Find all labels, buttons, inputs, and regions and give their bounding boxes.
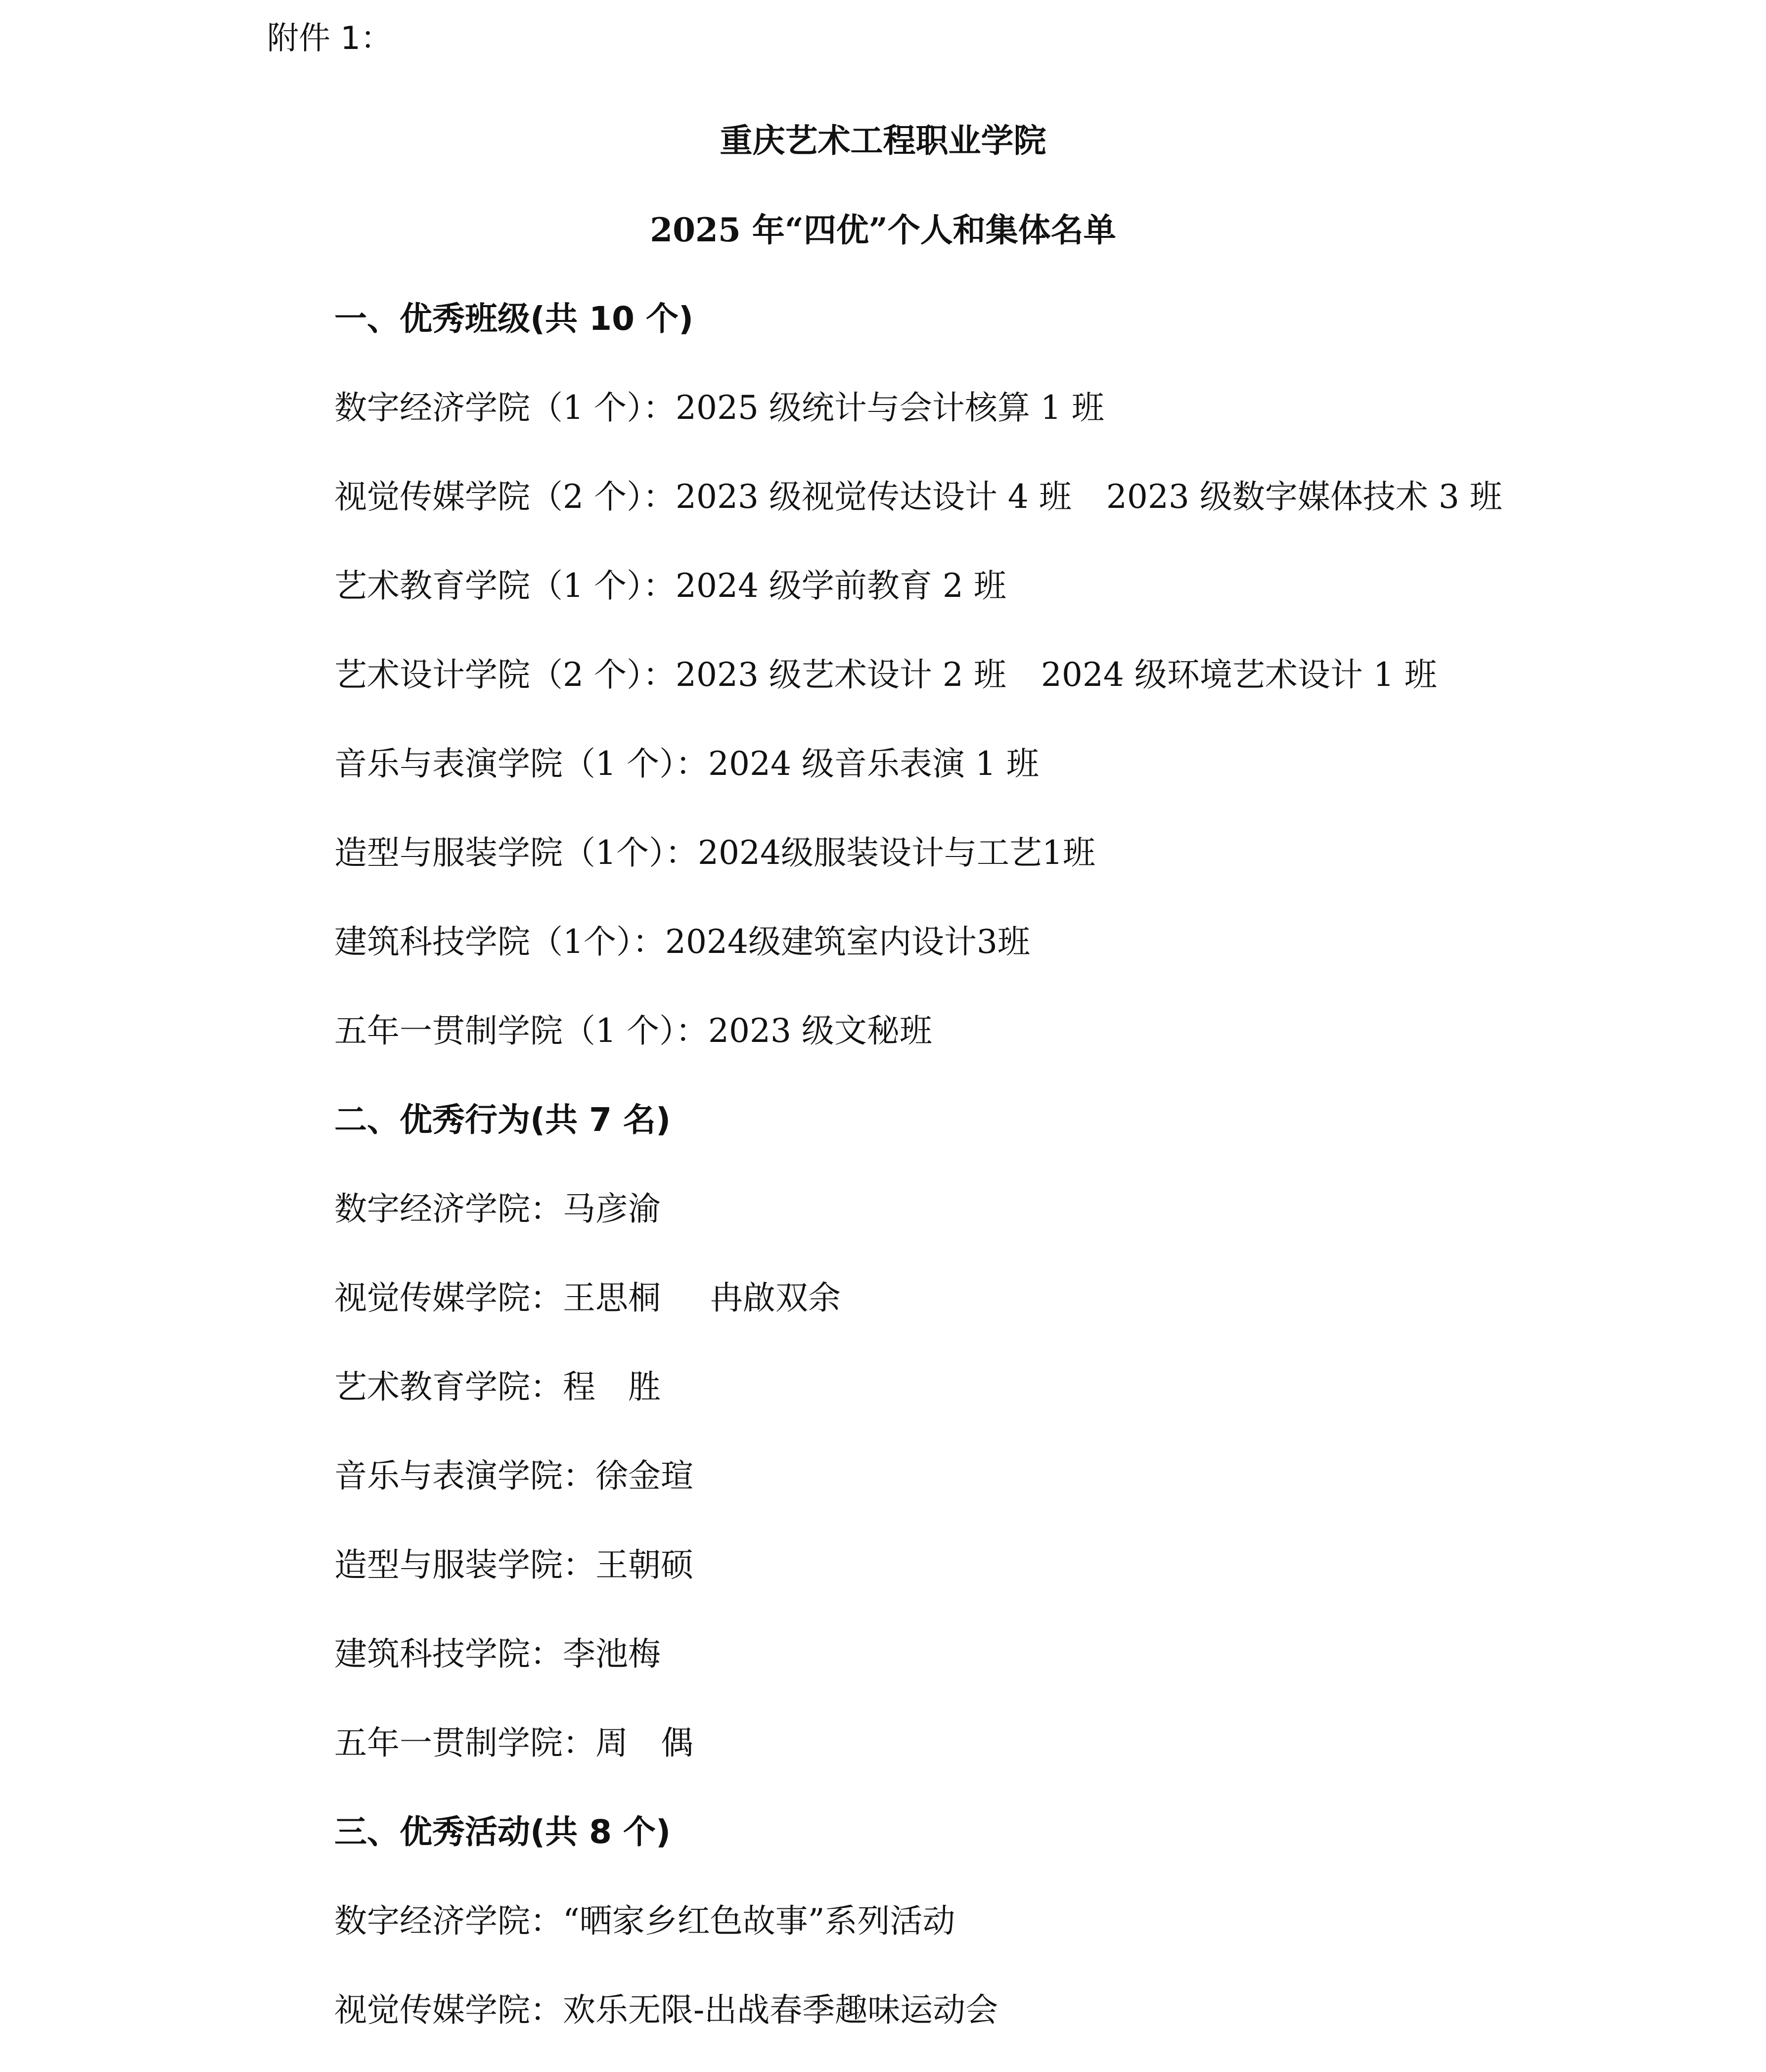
college-name: 艺术教育学院：: [334, 1368, 563, 1406]
section-heading-excellent-classes: 一、优秀班级(共 10 个): [334, 300, 694, 338]
entry: 2024级服装设计与工艺1班: [698, 834, 1095, 872]
list-item: [334, 826, 1719, 915]
entry: 2023 级艺术设计 2 班: [675, 656, 1006, 694]
college-name: 艺术设计学院（2 个）：: [334, 656, 676, 694]
entry: 李池梅: [563, 1635, 661, 1673]
entry: 2024 级音乐表演 1 班: [708, 745, 1039, 783]
college-name: 艺术教育学院（1 个）：: [334, 567, 676, 605]
entry: 周 偶: [595, 1724, 693, 1762]
college-name: 造型与服装学院（1个）：: [334, 834, 698, 872]
entry: 冉啟双余: [710, 1279, 841, 1317]
college-name: 数字经济学院（1 个）：: [334, 389, 676, 427]
college-name: 建筑科技学院：: [334, 1635, 563, 1673]
entry: 2023 级视觉传达设计 4 班: [675, 478, 1072, 516]
entry: 2024 级环境艺术设计 1 班: [1041, 656, 1437, 694]
entry: 马彦渝: [563, 1190, 661, 1228]
list-item: [334, 737, 1719, 826]
document-body: [334, 292, 1719, 2072]
list-item: [334, 1894, 1719, 1983]
entry: 王朝硕: [595, 1546, 693, 1584]
section-heading-excellent-behavior: 二、优秀行为(共 7 名): [334, 1101, 671, 1139]
list-item: [334, 1538, 1719, 1627]
list-item: [334, 1360, 1719, 1449]
college-name: 音乐与表演学院（1 个）：: [334, 745, 708, 783]
entry: 2024级建筑室内设计3班: [665, 923, 1030, 961]
entry: “晒家乡红色故事”系列活动: [563, 1902, 955, 1940]
entry: 程 胜: [563, 1368, 661, 1406]
entry: 徐金瑄: [595, 1457, 693, 1495]
entry: 2023 级文秘班: [708, 1012, 932, 1050]
document-subtitle: 2025 年“四优”个人和集体名单: [650, 211, 1116, 249]
entry: 2023 级数字媒体技术 3 班: [1106, 478, 1502, 516]
list-item: [334, 915, 1719, 1004]
college-name: 音乐与表演学院：: [334, 1457, 595, 1495]
college-name: 视觉传媒学院：: [334, 1279, 563, 1317]
list-item: [334, 1627, 1719, 1716]
list-item: [334, 470, 1719, 559]
entry: 欢乐无限-出战春季趣味运动会: [563, 1991, 998, 2029]
college-name: 五年一贯制学院（1 个）：: [334, 1012, 708, 1050]
college-name: 建筑科技学院（1个）：: [334, 923, 665, 961]
list-item: [334, 1983, 1719, 2072]
college-name: 造型与服装学院：: [334, 1546, 595, 1584]
list-item: [334, 559, 1719, 648]
entry: 王思桐: [563, 1279, 661, 1317]
list-item: [334, 1449, 1719, 1538]
section-heading-excellent-activities: 三、优秀活动(共 8 个): [334, 1813, 671, 1851]
entry: 2024 级学前教育 2 班: [675, 567, 1006, 605]
entry: 2025 级统计与会计核算 1 班: [675, 389, 1104, 427]
college-name: 视觉传媒学院：: [334, 1991, 563, 2029]
college-name: 视觉传媒学院（2 个）：: [334, 478, 676, 516]
list-item: [334, 1271, 1719, 1360]
attachment-label: 附件 1：: [267, 20, 393, 57]
college-name: 数字经济学院：: [334, 1902, 563, 1940]
college-name: 数字经济学院：: [334, 1190, 563, 1228]
list-item: [334, 648, 1719, 737]
list-item: [334, 1004, 1719, 1093]
list-item: [334, 381, 1719, 470]
list-item: [334, 1182, 1719, 1271]
document-title: 重庆艺术工程职业学院: [720, 122, 1046, 160]
list-item: [334, 1716, 1719, 1805]
college-name: 五年一贯制学院：: [334, 1724, 595, 1762]
